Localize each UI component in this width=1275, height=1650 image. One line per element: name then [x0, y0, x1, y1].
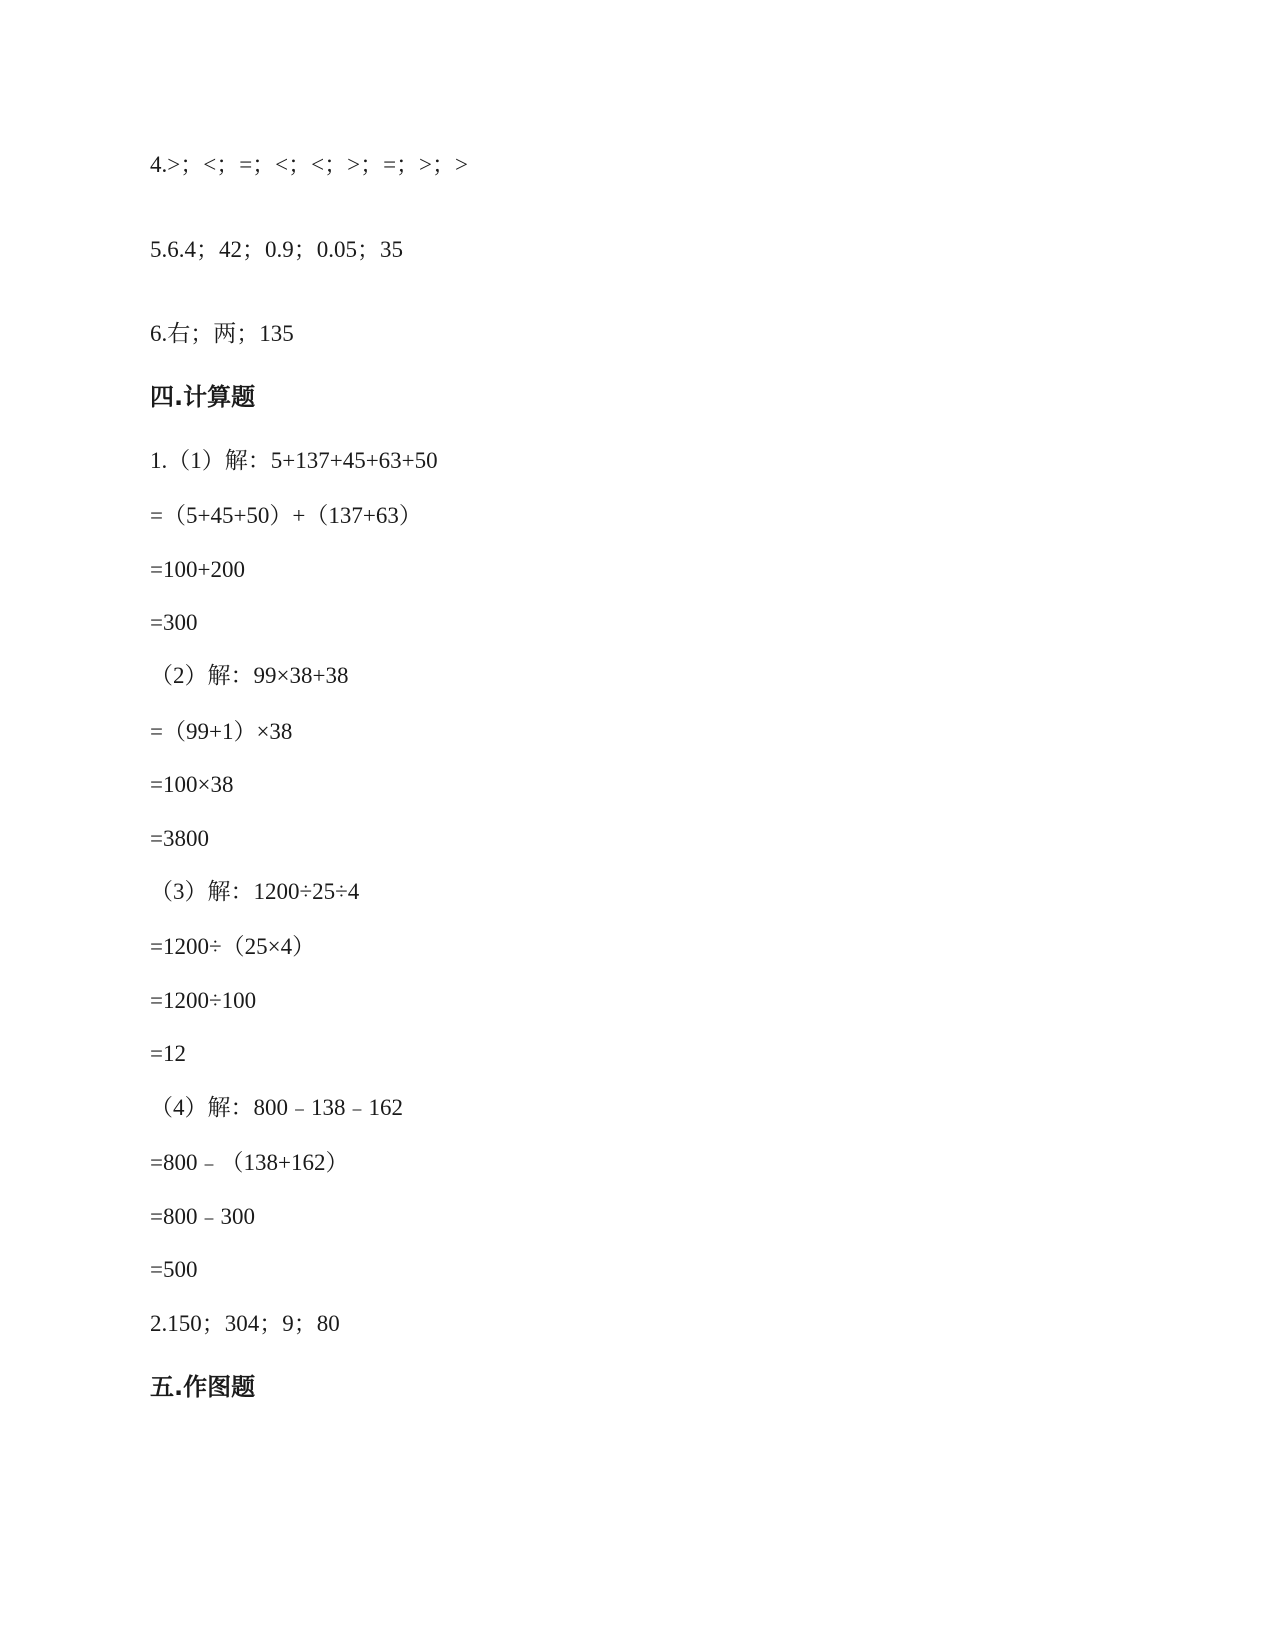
calc-line: =100+200: [150, 557, 245, 582]
answer-line-4: 4.>；<；=；<；<；>；=；>；>: [150, 152, 468, 177]
answer-line-6: 6.右；两；135: [150, 321, 294, 346]
calc-line: =1200÷100: [150, 988, 257, 1013]
section-heading-drawing: 五.作图题: [150, 1373, 256, 1401]
calc-line: =3800: [150, 826, 209, 851]
calc-line: （2）解：99×38+38: [150, 663, 349, 688]
calc-line: =100×38: [150, 772, 234, 797]
section-heading-calculation: 四.计算题: [150, 383, 256, 411]
calc-line: =800﹣300: [150, 1204, 255, 1229]
calc-line: 1.（1）解：5+137+45+63+50: [150, 448, 438, 473]
calc-line: （4）解：800﹣138﹣162: [150, 1095, 403, 1120]
calc-line: =800﹣（138+162）: [150, 1150, 349, 1175]
calc-line: =（99+1）×38: [150, 719, 293, 744]
calc-line: =（5+45+50）+（137+63）: [150, 503, 422, 528]
calc-line: =1200÷（25×4）: [150, 934, 316, 959]
calc-line: =300: [150, 610, 198, 635]
calc-line: （3）解：1200÷25÷4: [150, 879, 360, 904]
calc-line: =12: [150, 1041, 186, 1066]
answer-line-5: 5.6.4；42；0.9；0.05；35: [150, 237, 403, 262]
calc-line: =500: [150, 1257, 198, 1282]
calc-line: 2.150；304；9；80: [150, 1311, 340, 1336]
